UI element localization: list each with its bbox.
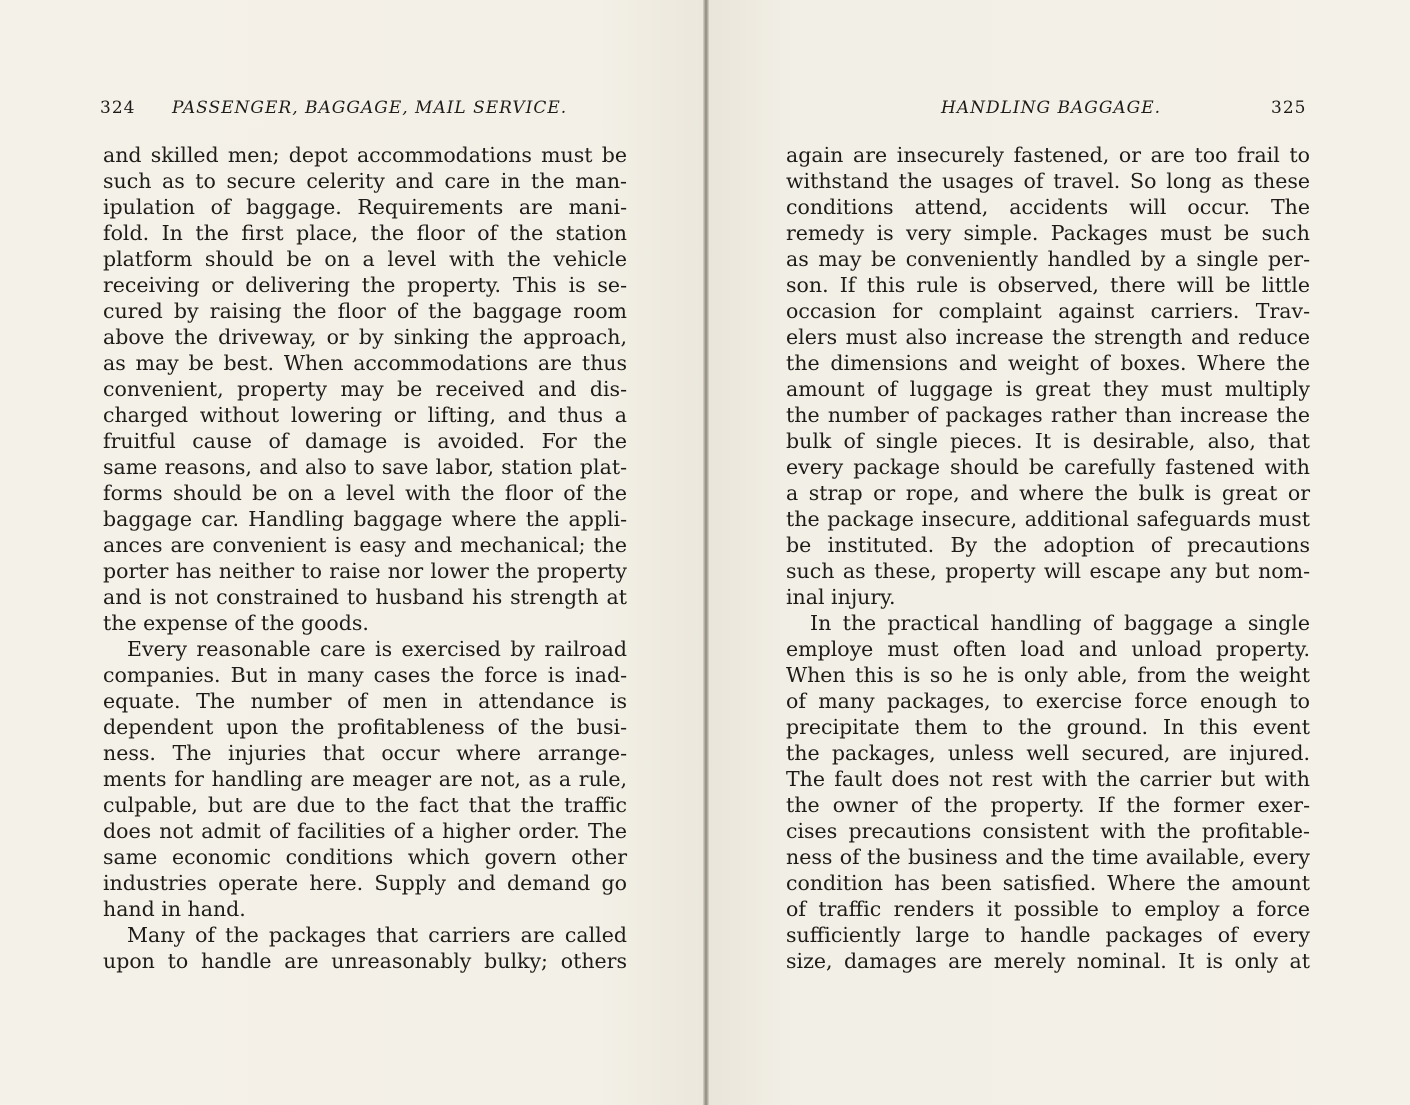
text-line: In the practical handling of baggage a single	[810, 611, 1310, 635]
text-line: cises precautions consistent with the profitable-	[786, 819, 1310, 843]
text-line: remedy is very simple. Packages must be such	[786, 221, 1310, 245]
text-line: porter has neither to raise nor lower the property	[103, 559, 627, 583]
text-line: above the driveway, or by sinking the approach,	[103, 325, 627, 349]
text-line: cured by raising the floor of the baggage room	[103, 299, 627, 323]
text-line: condition has been satisfied. Where the amount	[786, 871, 1310, 895]
text-line: hand in hand.	[103, 897, 246, 921]
text-line: ipulation of baggage. Requirements are mani-	[103, 195, 627, 219]
right-text-block	[786, 142, 1310, 974]
text-line: receiving or delivering the property. This is se-	[103, 273, 627, 297]
text-line: occasion for complaint against carriers. Trav-	[786, 299, 1310, 323]
text-line: a strap or rope, and where the bulk is great or	[786, 481, 1310, 505]
left-page-number: 324	[100, 98, 136, 118]
text-line: ances are convenient is easy and mechanical; the	[103, 533, 627, 557]
left-text-block	[103, 142, 627, 974]
text-line: and is not constrained to husband his strength at	[103, 585, 627, 609]
text-line: ness. The injuries that occur where arrange-	[103, 741, 627, 765]
text-line: as may be best. When accommodations are thus	[103, 351, 627, 375]
text-line: Many of the packages that carriers are called	[127, 923, 627, 947]
text-line: baggage car. Handling baggage where the appli-	[103, 507, 627, 531]
text-line: the dimensions and weight of boxes. Where the	[786, 351, 1310, 375]
text-line: culpable, but are due to the fact that the traffic	[103, 793, 627, 817]
text-line: companies. But in many cases the force is inad-	[103, 663, 627, 687]
text-line: convenient, property may be received and dis-	[103, 377, 627, 401]
text-line: such as to secure celerity and care in the man-	[103, 169, 627, 193]
left-page	[0, 0, 703, 1105]
text-line: and skilled men; depot accommodations must be	[103, 143, 627, 167]
text-line: When this is so he is only able, from the weight	[786, 663, 1310, 687]
text-line: every package should be carefully fastened with	[786, 455, 1310, 479]
text-line: does not admit of facilities of a higher order. The	[103, 819, 627, 843]
text-line: bulk of single pieces. It is desirable, also, that	[786, 429, 1310, 453]
text-line: as may be conveniently handled by a single per-	[786, 247, 1310, 271]
text-line: ness of the business and the time available, every	[786, 845, 1310, 869]
text-line: industries operate here. Supply and demand go	[103, 871, 627, 895]
text-line: dependent upon the profitableness of the busi-	[103, 715, 627, 739]
text-line: be instituted. By the adoption of precautions	[786, 533, 1310, 557]
text-line: conditions attend, accidents will occur. The	[786, 195, 1310, 219]
text-line: of traffic renders it possible to employ a force	[786, 897, 1310, 921]
text-line: amount of luggage is great they must multiply	[786, 377, 1310, 401]
text-line: precipitate them to the ground. In this event	[786, 715, 1310, 739]
text-line: of many packages, to exercise force enough to	[786, 689, 1310, 713]
text-line: inal injury.	[786, 585, 896, 609]
text-line: forms should be on a level with the floor of the	[103, 481, 627, 505]
text-line: again are insecurely fastened, or are too frail to	[786, 143, 1310, 167]
right-running-head-text: HANDLING BAGGAGE.	[941, 98, 1162, 118]
text-line: sufficiently large to handle packages of every	[786, 923, 1310, 947]
text-line: such as these, property will escape any but nom-	[786, 559, 1310, 583]
text-line: withstand the usages of travel. So long as these	[786, 169, 1310, 193]
text-line: the expense of the goods.	[103, 611, 369, 635]
text-line: employe must often load and unload property.	[786, 637, 1310, 661]
text-line: the number of packages rather than increase the	[786, 403, 1310, 427]
text-line: platform should be on a level with the vehicle	[103, 247, 627, 271]
text-line: the package insecure, additional safeguards must	[786, 507, 1310, 531]
text-line: fold. In the first place, the floor of the station	[103, 221, 627, 245]
text-line: size, damages are merely nominal. It is only at	[786, 949, 1310, 973]
right-page-number: 325	[1271, 98, 1307, 118]
text-line: Every reasonable care is exercised by railroad	[127, 637, 627, 661]
right-page	[709, 0, 1410, 1105]
text-line: charged without lowering or lifting, and thus a	[103, 403, 627, 427]
left-running-head-text: PASSENGER, BAGGAGE, MAIL SERVICE.	[172, 98, 568, 118]
text-line: the owner of the property. If the former exer-	[786, 793, 1310, 817]
text-line: elers must also increase the strength and reduce	[786, 325, 1310, 349]
text-line: The fault does not rest with the carrier but with	[786, 767, 1310, 791]
text-line: upon to handle are unreasonably bulky; others	[103, 949, 627, 973]
text-line: fruitful cause of damage is avoided. For the	[103, 429, 627, 453]
text-line: son. If this rule is observed, there will be little	[786, 273, 1310, 297]
right-running-head	[941, 98, 1161, 118]
text-line: equate. The number of men in attendance is	[103, 689, 627, 713]
text-line: same economic conditions which govern other	[103, 845, 627, 869]
text-line: the packages, unless well secured, are injured.	[786, 741, 1310, 765]
text-line: ments for handling are meager are not, as a rule,	[103, 767, 627, 791]
text-line: same reasons, and also to save labor, station plat-	[103, 455, 627, 479]
left-running-head	[172, 98, 567, 118]
